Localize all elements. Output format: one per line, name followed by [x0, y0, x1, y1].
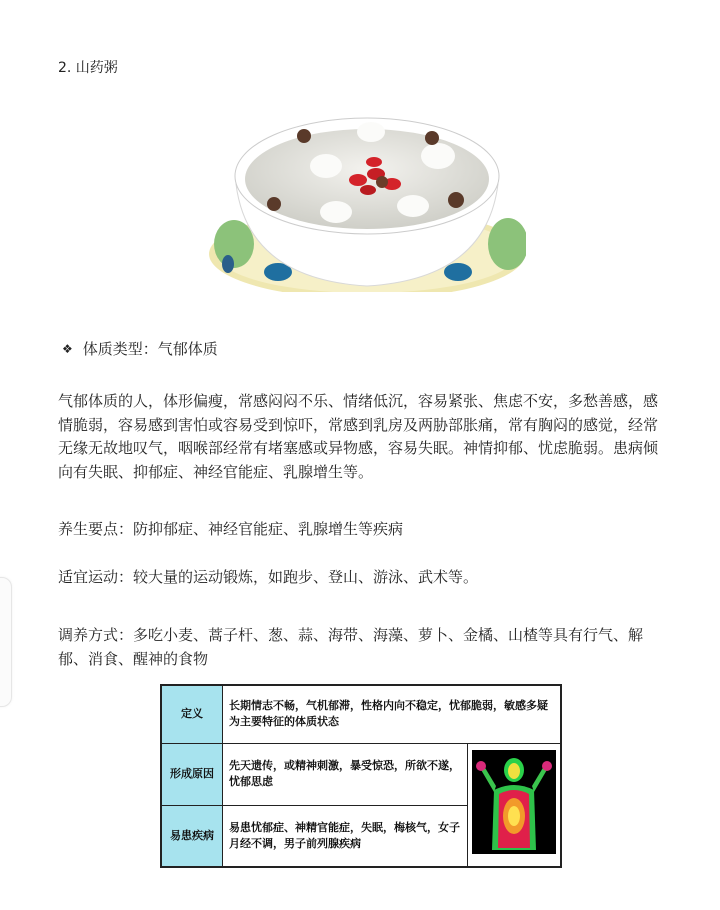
exercise-text: 适宜运动：较大量的运动锻炼，如跑步、登山、游泳、武术等。: [58, 568, 479, 586]
constitution-table: [160, 684, 562, 868]
table-row-label: 形成原因: [161, 743, 223, 805]
table-row-text: 长期情志不畅，气机郁滞，性格内向不稳定，忧郁脆弱，敏感多疑为主要特征的体质状态: [223, 685, 562, 743]
constitution-type: [62, 338, 218, 359]
description-paragraph: 气郁体质的人，体形偏瘦，常感闷闷不乐、情绪低沉，容易紧张、焦虑不安，多愁善感，感情脆弱，容易感到害怕或容易受到惊吓，常感到乳房及两胁部胀痛，常有胸闷的感觉，经常无缘无故地叹气，咽喉部经常有堵塞感或异物感，容易失眠。神情抑郁、忧虑脆弱。患病倾向有失眠、抑郁症、神经官能症、乳腺增生等。: [58, 392, 659, 481]
health-points: 养生要点：防抑郁症、神经官能症、乳腺增生等疾病: [58, 520, 404, 538]
table-row-text: 先天遗传，或精神刺激，暴受惊恐，所欲不遂，忧郁思虑: [223, 743, 468, 805]
side-handle[interactable]: [0, 577, 12, 707]
diamond-bullet-icon: ❖: [62, 341, 73, 356]
diet-text: 调养方式：多吃小麦、蒿子杆、葱、蒜、海带、海藻、萝卜、金橘、山楂等具有行气、解郁、消食、醒神的食物: [58, 626, 644, 668]
table-row-label: 定义: [161, 685, 223, 743]
yam-porridge-photo: [208, 94, 526, 292]
thermal-body-figure: [468, 743, 562, 867]
table-row-text: 易患忧郁症、神精官能症，失眠，梅核气，女子月经不调，男子前列腺疾病: [223, 805, 468, 867]
section-heading: 2. 山药粥: [58, 60, 118, 76]
table-row-label: 易患疾病: [161, 805, 223, 867]
constitution-type-text: 体质类型：气郁体质: [82, 340, 218, 358]
